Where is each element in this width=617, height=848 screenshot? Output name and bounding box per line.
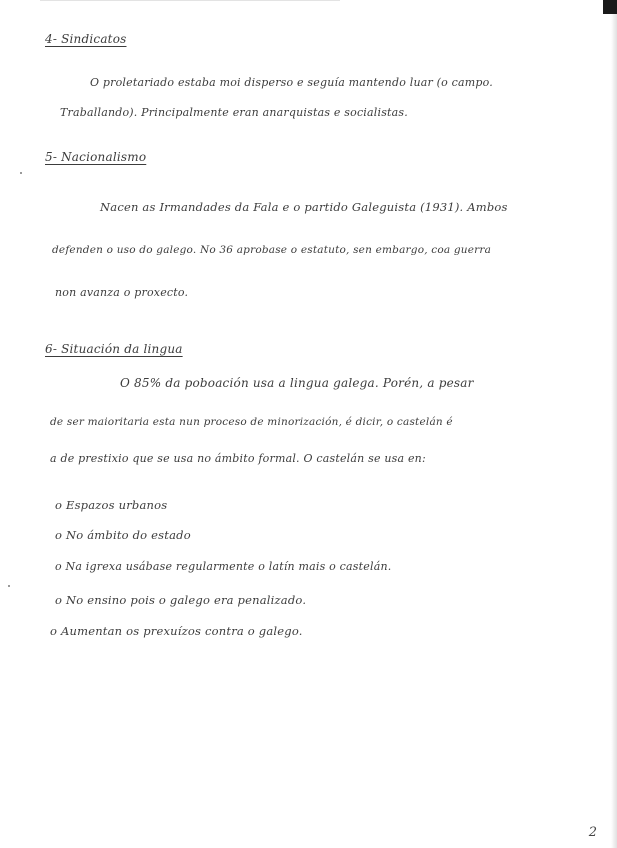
paragraph-situacion-line-2: de ser maioritaria esta nun proceso de minorización, é dicir, o castelán é: [50, 416, 453, 428]
paragraph-nacionalismo-line-2: defenden o uso do galego. No 36 aprobase o estatuto, sen embargo, coa guerra: [52, 244, 492, 256]
section-heading-sindicatos: 4- Sindicatos: [45, 32, 127, 46]
scan-edge-shadow: [611, 0, 617, 848]
paragraph-nacionalismo-line-1: Nacen as Irmandades da Fala e o partido Galeguista (1931). Ambos: [100, 200, 508, 214]
section-heading-situacion-lingua: 6- Situación da lingua: [45, 342, 183, 356]
paragraph-situacion-line-1: O 85% da poboación usa a lingua galega. Porén, a pesar: [120, 376, 474, 390]
section-heading-nacionalismo: 5- Nacionalismo: [45, 150, 147, 164]
scan-corner-mark: [603, 0, 617, 14]
paragraph-nacionalismo-line-3: non avanza o proxecto.: [55, 286, 189, 299]
paragraph-sindicatos: O proletariado estaba moi disperso e seguía mantendo luar (o campo. Traballando). Principalmente eran anarquistas e socialistas.: [60, 76, 493, 119]
margin-dot: [8, 585, 10, 587]
bullet-item: o No ensino pois o galego era penalizado.: [55, 593, 307, 607]
bullet-item: o No ámbito do estado: [55, 528, 191, 542]
bullet-item: o Espazos urbanos: [55, 498, 168, 512]
page-number: 2: [588, 825, 597, 840]
section-text-sindicatos-line-1: [60, 68, 550, 128]
bullet-item: o Na igrexa usábase regularmente o latín mais o castelán.: [55, 560, 392, 573]
margin-dot: [20, 172, 22, 174]
top-edge-mark: [40, 0, 340, 5]
paragraph-situacion-line-3: a de prestixio que se usa no ámbito formal. O castelán se usa en:: [50, 452, 426, 465]
bullet-item: o Aumentan os prexuízos contra o galego.: [50, 624, 303, 638]
